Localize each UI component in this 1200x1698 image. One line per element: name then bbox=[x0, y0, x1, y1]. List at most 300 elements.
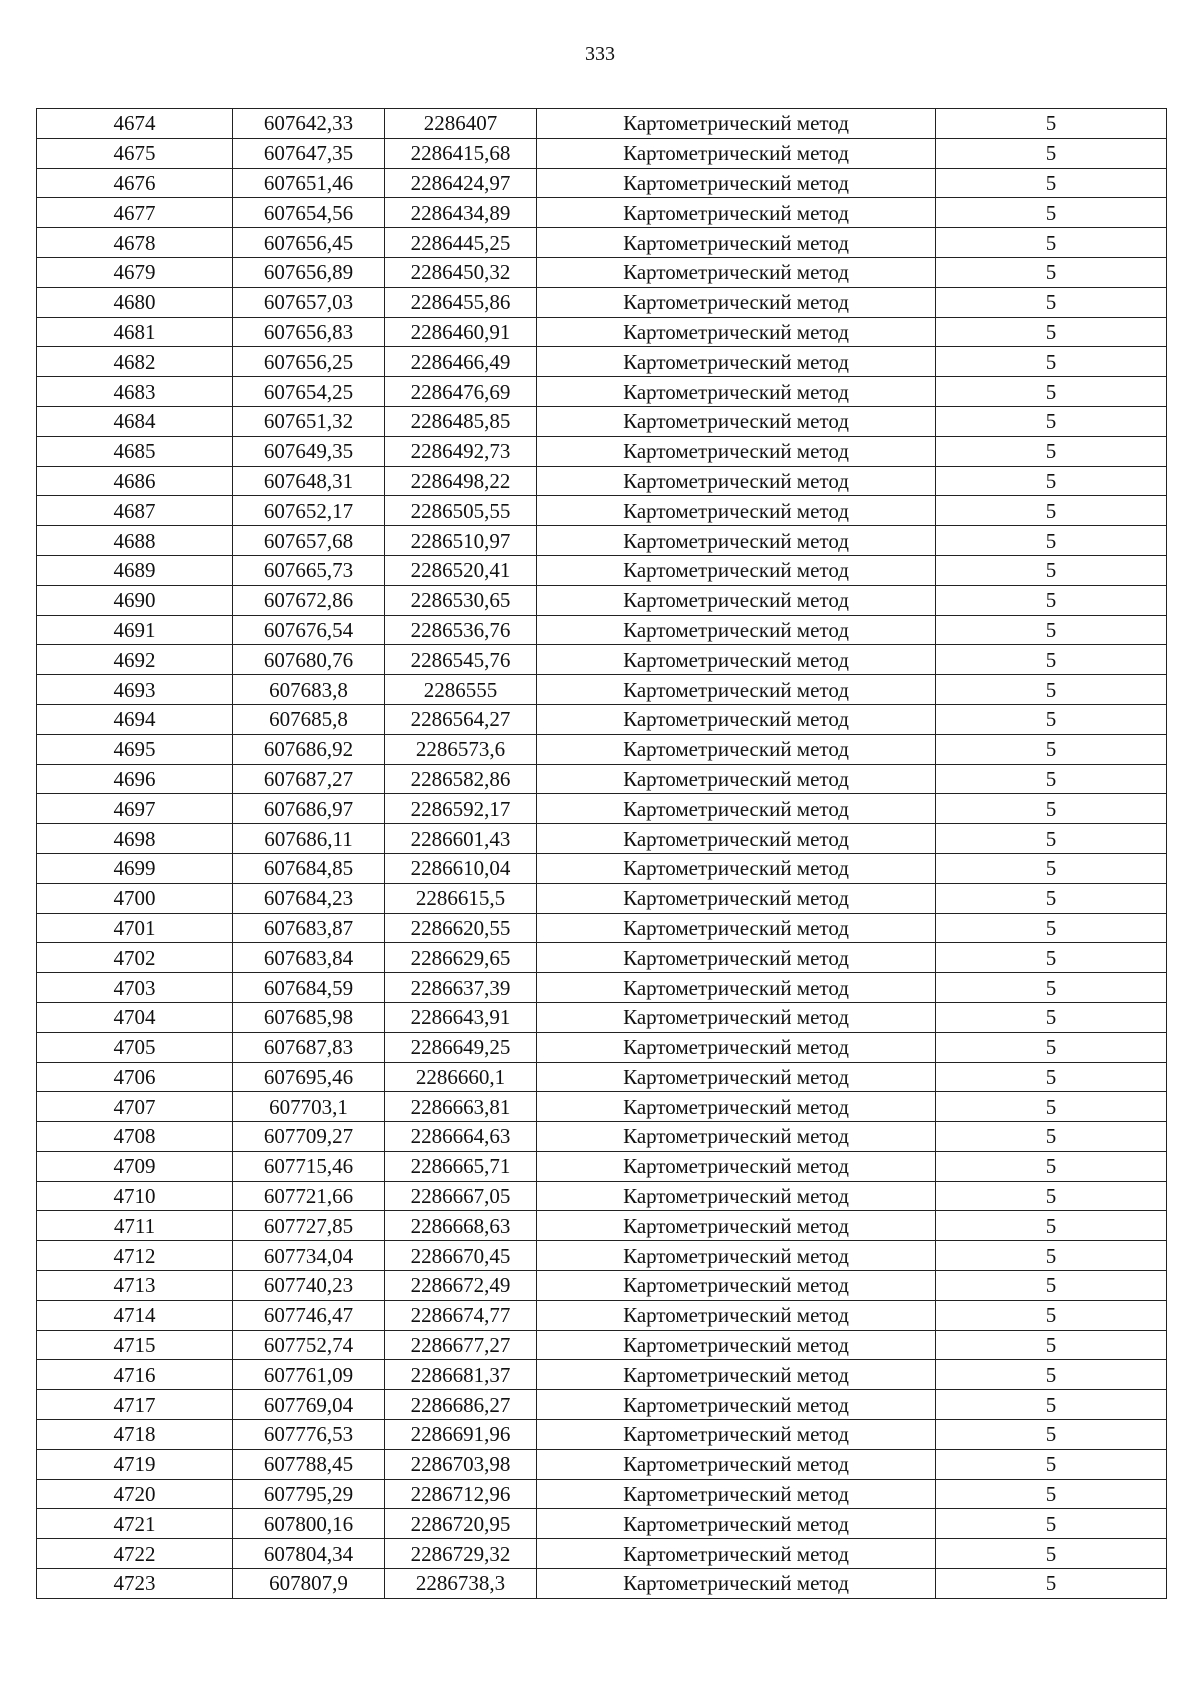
y-coordinate-cell: 2286629,65 bbox=[385, 943, 537, 973]
method-cell: Картометрический метод bbox=[537, 943, 936, 973]
table-row bbox=[37, 555, 1167, 585]
y-coordinate-cell: 2286555 bbox=[385, 675, 537, 705]
table-row bbox=[37, 228, 1167, 258]
y-coordinate-cell: 2286681,37 bbox=[385, 1360, 537, 1390]
method-cell: Картометрический метод bbox=[537, 675, 936, 705]
method-cell: Картометрический метод bbox=[537, 1390, 936, 1420]
accuracy-cell: 5 bbox=[936, 1002, 1167, 1032]
method-cell: Картометрический метод bbox=[537, 1539, 936, 1569]
accuracy-cell: 5 bbox=[936, 168, 1167, 198]
method-cell: Картометрический метод bbox=[537, 496, 936, 526]
x-coordinate-cell: 607676,54 bbox=[233, 615, 385, 645]
table-row bbox=[37, 1151, 1167, 1181]
y-coordinate-cell: 2286407 bbox=[385, 109, 537, 139]
method-cell: Картометрический метод bbox=[537, 1449, 936, 1479]
method-cell: Картометрический метод bbox=[537, 347, 936, 377]
y-coordinate-cell: 2286592,17 bbox=[385, 794, 537, 824]
point-number-cell: 4706 bbox=[37, 1062, 233, 1092]
table-row bbox=[37, 764, 1167, 794]
table-row bbox=[37, 1271, 1167, 1301]
x-coordinate-cell: 607746,47 bbox=[233, 1300, 385, 1330]
table-row bbox=[37, 1241, 1167, 1271]
method-cell: Картометрический метод bbox=[537, 168, 936, 198]
point-number-cell: 4693 bbox=[37, 675, 233, 705]
x-coordinate-cell: 607752,74 bbox=[233, 1330, 385, 1360]
table-row bbox=[37, 1360, 1167, 1390]
accuracy-cell: 5 bbox=[936, 1122, 1167, 1152]
table-row bbox=[37, 287, 1167, 317]
y-coordinate-cell: 2286536,76 bbox=[385, 615, 537, 645]
y-coordinate-cell: 2286455,86 bbox=[385, 287, 537, 317]
y-coordinate-cell: 2286677,27 bbox=[385, 1330, 537, 1360]
point-number-cell: 4718 bbox=[37, 1420, 233, 1450]
point-number-cell: 4709 bbox=[37, 1151, 233, 1181]
y-coordinate-cell: 2286663,81 bbox=[385, 1092, 537, 1122]
y-coordinate-cell: 2286415,68 bbox=[385, 138, 537, 168]
accuracy-cell: 5 bbox=[936, 824, 1167, 854]
y-coordinate-cell: 2286720,95 bbox=[385, 1509, 537, 1539]
x-coordinate-cell: 607800,16 bbox=[233, 1509, 385, 1539]
y-coordinate-cell: 2286660,1 bbox=[385, 1062, 537, 1092]
table-row bbox=[37, 1420, 1167, 1450]
x-coordinate-cell: 607665,73 bbox=[233, 555, 385, 585]
x-coordinate-cell: 607740,23 bbox=[233, 1271, 385, 1301]
x-coordinate-cell: 607684,85 bbox=[233, 853, 385, 883]
accuracy-cell: 5 bbox=[936, 585, 1167, 615]
y-coordinate-cell: 2286686,27 bbox=[385, 1390, 537, 1420]
accuracy-cell: 5 bbox=[936, 109, 1167, 139]
method-cell: Картометрический метод bbox=[537, 704, 936, 734]
x-coordinate-cell: 607672,86 bbox=[233, 585, 385, 615]
x-coordinate-cell: 607647,35 bbox=[233, 138, 385, 168]
method-cell: Картометрический метод bbox=[537, 526, 936, 556]
method-cell: Картометрический метод bbox=[537, 1509, 936, 1539]
point-number-cell: 4715 bbox=[37, 1330, 233, 1360]
table-row bbox=[37, 406, 1167, 436]
accuracy-cell: 5 bbox=[936, 1539, 1167, 1569]
y-coordinate-cell: 2286573,6 bbox=[385, 734, 537, 764]
method-cell: Картометрический метод bbox=[537, 466, 936, 496]
accuracy-cell: 5 bbox=[936, 913, 1167, 943]
point-number-cell: 4690 bbox=[37, 585, 233, 615]
method-cell: Картометрический метод bbox=[537, 1330, 936, 1360]
y-coordinate-cell: 2286492,73 bbox=[385, 436, 537, 466]
point-number-cell: 4676 bbox=[37, 168, 233, 198]
accuracy-cell: 5 bbox=[936, 1181, 1167, 1211]
table-row bbox=[37, 675, 1167, 705]
point-number-cell: 4692 bbox=[37, 645, 233, 675]
x-coordinate-cell: 607656,45 bbox=[233, 228, 385, 258]
method-cell: Картометрический метод bbox=[537, 794, 936, 824]
y-coordinate-cell: 2286649,25 bbox=[385, 1032, 537, 1062]
accuracy-cell: 5 bbox=[936, 1360, 1167, 1390]
y-coordinate-cell: 2286445,25 bbox=[385, 228, 537, 258]
table-row bbox=[37, 496, 1167, 526]
table-row bbox=[37, 138, 1167, 168]
accuracy-cell: 5 bbox=[936, 228, 1167, 258]
x-coordinate-cell: 607776,53 bbox=[233, 1420, 385, 1450]
method-cell: Картометрический метод bbox=[537, 198, 936, 228]
y-coordinate-cell: 2286530,65 bbox=[385, 585, 537, 615]
accuracy-cell: 5 bbox=[936, 1390, 1167, 1420]
accuracy-cell: 5 bbox=[936, 317, 1167, 347]
table-row bbox=[37, 526, 1167, 556]
y-coordinate-cell: 2286703,98 bbox=[385, 1449, 537, 1479]
accuracy-cell: 5 bbox=[936, 526, 1167, 556]
accuracy-cell: 5 bbox=[936, 466, 1167, 496]
table-row bbox=[37, 466, 1167, 496]
y-coordinate-cell: 2286460,91 bbox=[385, 317, 537, 347]
x-coordinate-cell: 607685,98 bbox=[233, 1002, 385, 1032]
accuracy-cell: 5 bbox=[936, 1241, 1167, 1271]
table-row bbox=[37, 347, 1167, 377]
coordinates-table-body bbox=[37, 109, 1167, 1599]
point-number-cell: 4702 bbox=[37, 943, 233, 973]
y-coordinate-cell: 2286712,96 bbox=[385, 1479, 537, 1509]
accuracy-cell: 5 bbox=[936, 436, 1167, 466]
accuracy-cell: 5 bbox=[936, 645, 1167, 675]
x-coordinate-cell: 607804,34 bbox=[233, 1539, 385, 1569]
accuracy-cell: 5 bbox=[936, 943, 1167, 973]
y-coordinate-cell: 2286670,45 bbox=[385, 1241, 537, 1271]
x-coordinate-cell: 607795,29 bbox=[233, 1479, 385, 1509]
accuracy-cell: 5 bbox=[936, 1092, 1167, 1122]
method-cell: Картометрический метод bbox=[537, 1151, 936, 1181]
accuracy-cell: 5 bbox=[936, 675, 1167, 705]
point-number-cell: 4713 bbox=[37, 1271, 233, 1301]
y-coordinate-cell: 2286434,89 bbox=[385, 198, 537, 228]
accuracy-cell: 5 bbox=[936, 734, 1167, 764]
point-number-cell: 4719 bbox=[37, 1449, 233, 1479]
y-coordinate-cell: 2286510,97 bbox=[385, 526, 537, 556]
accuracy-cell: 5 bbox=[936, 1062, 1167, 1092]
table-row bbox=[37, 1062, 1167, 1092]
table-row bbox=[37, 1300, 1167, 1330]
point-number-cell: 4701 bbox=[37, 913, 233, 943]
point-number-cell: 4698 bbox=[37, 824, 233, 854]
x-coordinate-cell: 607657,03 bbox=[233, 287, 385, 317]
y-coordinate-cell: 2286610,04 bbox=[385, 853, 537, 883]
accuracy-cell: 5 bbox=[936, 496, 1167, 526]
y-coordinate-cell: 2286668,63 bbox=[385, 1211, 537, 1241]
x-coordinate-cell: 607734,04 bbox=[233, 1241, 385, 1271]
point-number-cell: 4681 bbox=[37, 317, 233, 347]
point-number-cell: 4688 bbox=[37, 526, 233, 556]
table-row bbox=[37, 734, 1167, 764]
method-cell: Картометрический метод bbox=[537, 913, 936, 943]
method-cell: Картометрический метод bbox=[537, 1420, 936, 1450]
x-coordinate-cell: 607715,46 bbox=[233, 1151, 385, 1181]
y-coordinate-cell: 2286615,5 bbox=[385, 883, 537, 913]
x-coordinate-cell: 607654,56 bbox=[233, 198, 385, 228]
method-cell: Картометрический метод bbox=[537, 1300, 936, 1330]
x-coordinate-cell: 607657,68 bbox=[233, 526, 385, 556]
x-coordinate-cell: 607648,31 bbox=[233, 466, 385, 496]
y-coordinate-cell: 2286450,32 bbox=[385, 257, 537, 287]
method-cell: Картометрический метод bbox=[537, 764, 936, 794]
y-coordinate-cell: 2286582,86 bbox=[385, 764, 537, 794]
table-row bbox=[37, 973, 1167, 1003]
table-row bbox=[37, 198, 1167, 228]
accuracy-cell: 5 bbox=[936, 794, 1167, 824]
table-row bbox=[37, 257, 1167, 287]
method-cell: Картометрический метод bbox=[537, 228, 936, 258]
point-number-cell: 4682 bbox=[37, 347, 233, 377]
table-row bbox=[37, 943, 1167, 973]
table-row bbox=[37, 377, 1167, 407]
accuracy-cell: 5 bbox=[936, 704, 1167, 734]
x-coordinate-cell: 607709,27 bbox=[233, 1122, 385, 1152]
table-row bbox=[37, 1211, 1167, 1241]
method-cell: Картометрический метод bbox=[537, 853, 936, 883]
point-number-cell: 4691 bbox=[37, 615, 233, 645]
table-row bbox=[37, 1002, 1167, 1032]
method-cell: Картометрический метод bbox=[537, 406, 936, 436]
x-coordinate-cell: 607649,35 bbox=[233, 436, 385, 466]
x-coordinate-cell: 607727,85 bbox=[233, 1211, 385, 1241]
accuracy-cell: 5 bbox=[936, 347, 1167, 377]
point-number-cell: 4723 bbox=[37, 1569, 233, 1599]
table-row bbox=[37, 1122, 1167, 1152]
point-number-cell: 4696 bbox=[37, 764, 233, 794]
x-coordinate-cell: 607807,9 bbox=[233, 1569, 385, 1599]
method-cell: Картометрический метод bbox=[537, 1092, 936, 1122]
x-coordinate-cell: 607656,89 bbox=[233, 257, 385, 287]
table-row bbox=[37, 1181, 1167, 1211]
method-cell: Картометрический метод bbox=[537, 645, 936, 675]
y-coordinate-cell: 2286505,55 bbox=[385, 496, 537, 526]
method-cell: Картометрический метод bbox=[537, 317, 936, 347]
accuracy-cell: 5 bbox=[936, 764, 1167, 794]
y-coordinate-cell: 2286476,69 bbox=[385, 377, 537, 407]
accuracy-cell: 5 bbox=[936, 1032, 1167, 1062]
table-row bbox=[37, 109, 1167, 139]
y-coordinate-cell: 2286545,76 bbox=[385, 645, 537, 675]
table-row bbox=[37, 1539, 1167, 1569]
accuracy-cell: 5 bbox=[936, 973, 1167, 1003]
x-coordinate-cell: 607680,76 bbox=[233, 645, 385, 675]
point-number-cell: 4704 bbox=[37, 1002, 233, 1032]
method-cell: Картометрический метод bbox=[537, 555, 936, 585]
method-cell: Картометрический метод bbox=[537, 377, 936, 407]
accuracy-cell: 5 bbox=[936, 1569, 1167, 1599]
x-coordinate-cell: 607685,8 bbox=[233, 704, 385, 734]
point-number-cell: 4683 bbox=[37, 377, 233, 407]
table-row bbox=[37, 1479, 1167, 1509]
accuracy-cell: 5 bbox=[936, 1509, 1167, 1539]
x-coordinate-cell: 607651,46 bbox=[233, 168, 385, 198]
point-number-cell: 4697 bbox=[37, 794, 233, 824]
method-cell: Картометрический метод bbox=[537, 436, 936, 466]
y-coordinate-cell: 2286672,49 bbox=[385, 1271, 537, 1301]
point-number-cell: 4721 bbox=[37, 1509, 233, 1539]
x-coordinate-cell: 607684,23 bbox=[233, 883, 385, 913]
x-coordinate-cell: 607686,11 bbox=[233, 824, 385, 854]
y-coordinate-cell: 2286637,39 bbox=[385, 973, 537, 1003]
table-row bbox=[37, 168, 1167, 198]
accuracy-cell: 5 bbox=[936, 1449, 1167, 1479]
point-number-cell: 4716 bbox=[37, 1360, 233, 1390]
x-coordinate-cell: 607684,59 bbox=[233, 973, 385, 1003]
x-coordinate-cell: 607642,33 bbox=[233, 109, 385, 139]
x-coordinate-cell: 607687,27 bbox=[233, 764, 385, 794]
point-number-cell: 4678 bbox=[37, 228, 233, 258]
point-number-cell: 4694 bbox=[37, 704, 233, 734]
accuracy-cell: 5 bbox=[936, 1211, 1167, 1241]
table-row bbox=[37, 794, 1167, 824]
table-row bbox=[37, 704, 1167, 734]
point-number-cell: 4687 bbox=[37, 496, 233, 526]
accuracy-cell: 5 bbox=[936, 883, 1167, 913]
point-number-cell: 4710 bbox=[37, 1181, 233, 1211]
x-coordinate-cell: 607687,83 bbox=[233, 1032, 385, 1062]
x-coordinate-cell: 607788,45 bbox=[233, 1449, 385, 1479]
accuracy-cell: 5 bbox=[936, 257, 1167, 287]
point-number-cell: 4711 bbox=[37, 1211, 233, 1241]
y-coordinate-cell: 2286601,43 bbox=[385, 824, 537, 854]
accuracy-cell: 5 bbox=[936, 406, 1167, 436]
method-cell: Картометрический метод bbox=[537, 734, 936, 764]
point-number-cell: 4674 bbox=[37, 109, 233, 139]
point-number-cell: 4689 bbox=[37, 555, 233, 585]
x-coordinate-cell: 607769,04 bbox=[233, 1390, 385, 1420]
x-coordinate-cell: 607651,32 bbox=[233, 406, 385, 436]
method-cell: Картометрический метод bbox=[537, 1002, 936, 1032]
accuracy-cell: 5 bbox=[936, 853, 1167, 883]
point-number-cell: 4707 bbox=[37, 1092, 233, 1122]
point-number-cell: 4684 bbox=[37, 406, 233, 436]
accuracy-cell: 5 bbox=[936, 377, 1167, 407]
x-coordinate-cell: 607761,09 bbox=[233, 1360, 385, 1390]
x-coordinate-cell: 607686,92 bbox=[233, 734, 385, 764]
table-row bbox=[37, 645, 1167, 675]
table-row bbox=[37, 317, 1167, 347]
y-coordinate-cell: 2286564,27 bbox=[385, 704, 537, 734]
table-row bbox=[37, 1330, 1167, 1360]
table-row bbox=[37, 883, 1167, 913]
table-row bbox=[37, 1032, 1167, 1062]
x-coordinate-cell: 607683,8 bbox=[233, 675, 385, 705]
x-coordinate-cell: 607652,17 bbox=[233, 496, 385, 526]
accuracy-cell: 5 bbox=[936, 555, 1167, 585]
accuracy-cell: 5 bbox=[936, 1420, 1167, 1450]
coordinates-table bbox=[36, 108, 1167, 1599]
table-row bbox=[37, 1449, 1167, 1479]
accuracy-cell: 5 bbox=[936, 1330, 1167, 1360]
method-cell: Картометрический метод bbox=[537, 824, 936, 854]
point-number-cell: 4680 bbox=[37, 287, 233, 317]
point-number-cell: 4675 bbox=[37, 138, 233, 168]
table-row bbox=[37, 436, 1167, 466]
point-number-cell: 4700 bbox=[37, 883, 233, 913]
y-coordinate-cell: 2286485,85 bbox=[385, 406, 537, 436]
point-number-cell: 4705 bbox=[37, 1032, 233, 1062]
point-number-cell: 4686 bbox=[37, 466, 233, 496]
table-row bbox=[37, 585, 1167, 615]
x-coordinate-cell: 607721,66 bbox=[233, 1181, 385, 1211]
table-row bbox=[37, 615, 1167, 645]
x-coordinate-cell: 607683,84 bbox=[233, 943, 385, 973]
y-coordinate-cell: 2286620,55 bbox=[385, 913, 537, 943]
point-number-cell: 4685 bbox=[37, 436, 233, 466]
method-cell: Картометрический метод bbox=[537, 257, 936, 287]
method-cell: Картометрический метод bbox=[537, 585, 936, 615]
method-cell: Картометрический метод bbox=[537, 1032, 936, 1062]
accuracy-cell: 5 bbox=[936, 198, 1167, 228]
y-coordinate-cell: 2286729,32 bbox=[385, 1539, 537, 1569]
method-cell: Картометрический метод bbox=[537, 1122, 936, 1152]
table-row bbox=[37, 853, 1167, 883]
x-coordinate-cell: 607703,1 bbox=[233, 1092, 385, 1122]
y-coordinate-cell: 2286643,91 bbox=[385, 1002, 537, 1032]
point-number-cell: 4712 bbox=[37, 1241, 233, 1271]
point-number-cell: 4708 bbox=[37, 1122, 233, 1152]
accuracy-cell: 5 bbox=[936, 1271, 1167, 1301]
y-coordinate-cell: 2286520,41 bbox=[385, 555, 537, 585]
y-coordinate-cell: 2286466,49 bbox=[385, 347, 537, 377]
y-coordinate-cell: 2286498,22 bbox=[385, 466, 537, 496]
y-coordinate-cell: 2286691,96 bbox=[385, 1420, 537, 1450]
method-cell: Картометрический метод bbox=[537, 1360, 936, 1390]
x-coordinate-cell: 607686,97 bbox=[233, 794, 385, 824]
x-coordinate-cell: 607695,46 bbox=[233, 1062, 385, 1092]
y-coordinate-cell: 2286424,97 bbox=[385, 168, 537, 198]
method-cell: Картометрический метод bbox=[537, 109, 936, 139]
table-row bbox=[37, 1390, 1167, 1420]
method-cell: Картометрический метод bbox=[537, 615, 936, 645]
x-coordinate-cell: 607656,83 bbox=[233, 317, 385, 347]
point-number-cell: 4720 bbox=[37, 1479, 233, 1509]
method-cell: Картометрический метод bbox=[537, 1241, 936, 1271]
point-number-cell: 4679 bbox=[37, 257, 233, 287]
method-cell: Картометрический метод bbox=[537, 973, 936, 1003]
point-number-cell: 4717 bbox=[37, 1390, 233, 1420]
method-cell: Картометрический метод bbox=[537, 883, 936, 913]
point-number-cell: 4714 bbox=[37, 1300, 233, 1330]
method-cell: Картометрический метод bbox=[537, 138, 936, 168]
accuracy-cell: 5 bbox=[936, 1300, 1167, 1330]
point-number-cell: 4695 bbox=[37, 734, 233, 764]
table-row bbox=[37, 913, 1167, 943]
method-cell: Картометрический метод bbox=[537, 287, 936, 317]
accuracy-cell: 5 bbox=[936, 615, 1167, 645]
accuracy-cell: 5 bbox=[936, 1151, 1167, 1181]
table-row bbox=[37, 1509, 1167, 1539]
table-row bbox=[37, 824, 1167, 854]
page-number: 333 bbox=[585, 43, 615, 65]
method-cell: Картометрический метод bbox=[537, 1479, 936, 1509]
accuracy-cell: 5 bbox=[936, 287, 1167, 317]
y-coordinate-cell: 2286738,3 bbox=[385, 1569, 537, 1599]
accuracy-cell: 5 bbox=[936, 138, 1167, 168]
method-cell: Картометрический метод bbox=[537, 1181, 936, 1211]
x-coordinate-cell: 607656,25 bbox=[233, 347, 385, 377]
point-number-cell: 4703 bbox=[37, 973, 233, 1003]
point-number-cell: 4699 bbox=[37, 853, 233, 883]
x-coordinate-cell: 607683,87 bbox=[233, 913, 385, 943]
method-cell: Картометрический метод bbox=[537, 1271, 936, 1301]
y-coordinate-cell: 2286664,63 bbox=[385, 1122, 537, 1152]
method-cell: Картометрический метод bbox=[537, 1062, 936, 1092]
y-coordinate-cell: 2286667,05 bbox=[385, 1181, 537, 1211]
point-number-cell: 4677 bbox=[37, 198, 233, 228]
y-coordinate-cell: 2286665,71 bbox=[385, 1151, 537, 1181]
x-coordinate-cell: 607654,25 bbox=[233, 377, 385, 407]
method-cell: Картометрический метод bbox=[537, 1569, 936, 1599]
method-cell: Картометрический метод bbox=[537, 1211, 936, 1241]
table-row bbox=[37, 1569, 1167, 1599]
y-coordinate-cell: 2286674,77 bbox=[385, 1300, 537, 1330]
